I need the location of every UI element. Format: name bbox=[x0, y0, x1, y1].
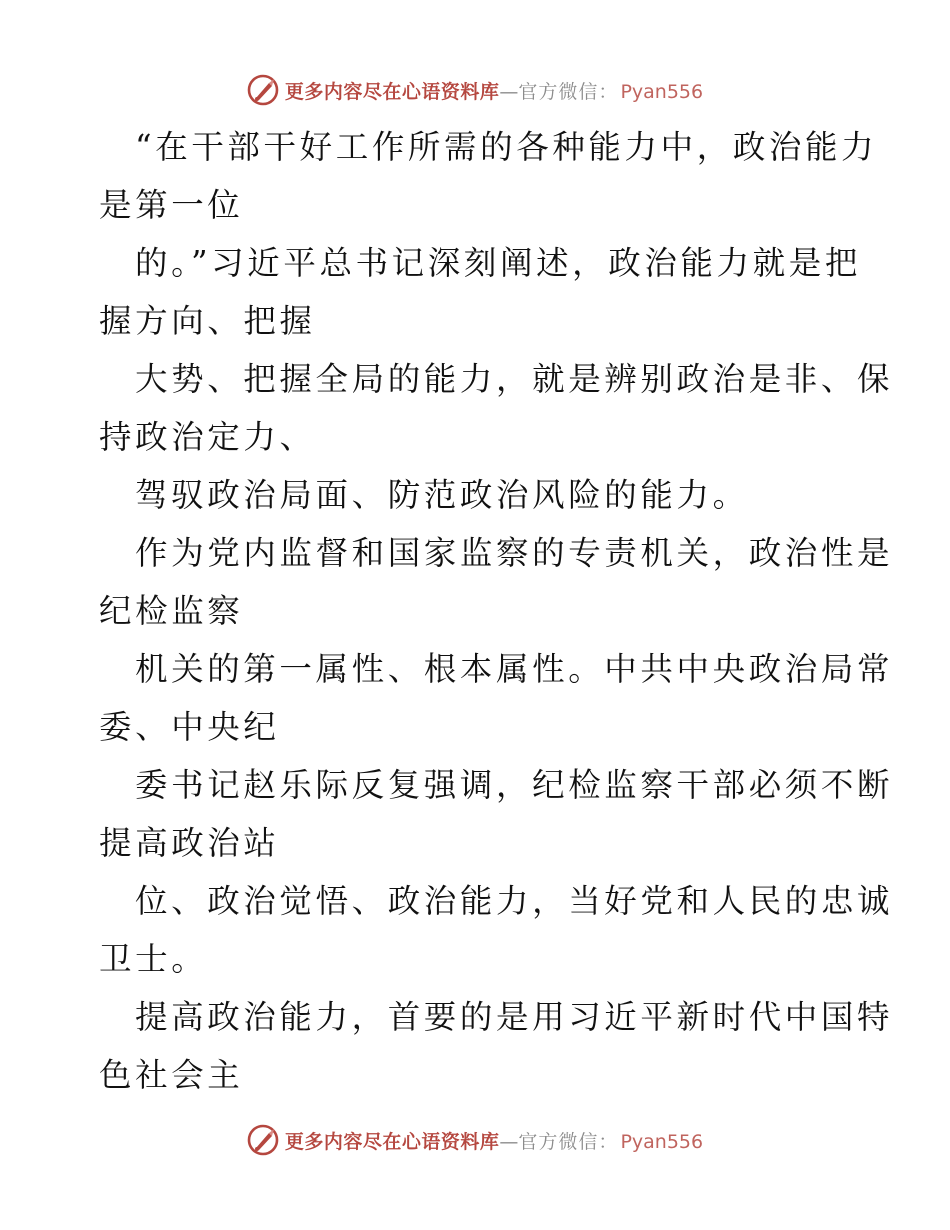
body-line: 持政治定力、 bbox=[99, 418, 316, 456]
banner-official-label: 官方微信： bbox=[518, 80, 619, 103]
quill-pen-logo-icon bbox=[247, 74, 279, 106]
banner-official-label: 官方微信： bbox=[518, 1130, 619, 1153]
body-line: 提高政治能力，首要的是用习近平新时代中国特 bbox=[135, 998, 894, 1036]
banner-wechat-id: Pyan556 bbox=[620, 80, 704, 103]
body-line: 卫士。 bbox=[99, 940, 208, 978]
body-line: 提高政治站 bbox=[99, 824, 280, 862]
quill-pen-logo-icon bbox=[247, 1124, 279, 1156]
document-body bbox=[99, 118, 894, 1104]
body-line: 委书记赵乐际反复强调，纪检监察干部必须不断 bbox=[135, 766, 894, 804]
body-line: 是第一位 bbox=[99, 186, 244, 224]
body-line: “在干部干好工作所需的各种能力中，政治能力 bbox=[135, 128, 878, 166]
body-line: 握方向、把握 bbox=[99, 302, 316, 340]
banner-dash: — bbox=[499, 80, 519, 103]
body-line: 大势、把握全局的能力，就是辨别政治是非、保 bbox=[135, 360, 894, 398]
banner-main-text: 更多内容尽在心语资料库 bbox=[284, 1130, 500, 1153]
banner-wechat-id: Pyan556 bbox=[620, 1130, 704, 1153]
body-line: 作为党内监督和国家监察的专责机关，政治性是 bbox=[135, 534, 894, 572]
banner-main-text: 更多内容尽在心语资料库 bbox=[284, 80, 500, 103]
footer-banner bbox=[0, 1122, 950, 1158]
banner-dash: — bbox=[499, 1130, 519, 1153]
body-line: 机关的第一属性、根本属性。中共中央政治局常 bbox=[135, 650, 894, 688]
body-line: 位、政治觉悟、政治能力，当好党和人民的忠诚 bbox=[135, 882, 894, 920]
body-line: 委、中央纪 bbox=[99, 708, 280, 746]
body-line: 的。”习近平总书记深刻阐述，政治能力就是把 bbox=[135, 244, 861, 282]
header-banner bbox=[0, 72, 950, 108]
body-line: 驾驭政治局面、防范政治风险的能力。 bbox=[135, 476, 749, 514]
body-line: 纪检监察 bbox=[99, 592, 244, 630]
body-line: 色社会主 bbox=[99, 1056, 244, 1094]
